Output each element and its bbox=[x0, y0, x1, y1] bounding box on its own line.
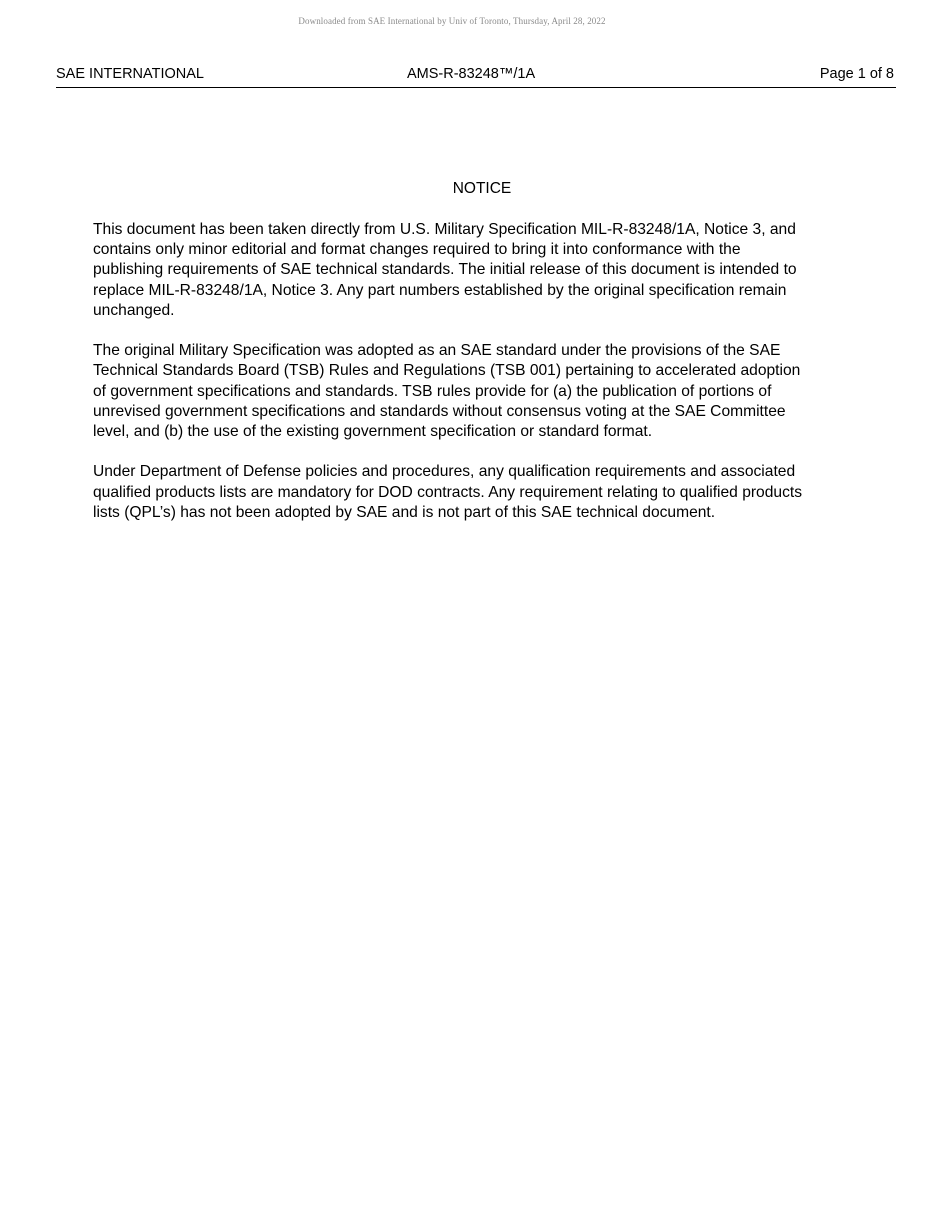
header-page-number: Page 1 of 8 bbox=[819, 66, 894, 82]
notice-paragraph: This document has been taken directly from U.S. Military Specification MIL-R-83248/1A, Notice 3, and contains only minor editorial and format changes required to bring it into conformance with the publishing requirements of SAE technical standards. The initial release of this document is intended to replace MIL-R-83248/1A, Notice 3. Any part numbers established by the original specification remain unchanged. bbox=[93, 221, 797, 319]
notice-body bbox=[93, 220, 893, 543]
header-organization: SAE INTERNATIONAL bbox=[56, 66, 204, 82]
header-document-id: AMS-R-83248™/1A bbox=[407, 66, 536, 82]
notice-title: NOTICE bbox=[452, 180, 512, 197]
page-header bbox=[56, 66, 896, 88]
notice-paragraph: Under Department of Defense policies and procedures, any qualification requirements and associated qualified products lists are mandatory for DOD contracts. Any requirement relating to qualified products lists (QPL’s) has not been adopted by SAE and is not part of this SAE technical document. bbox=[93, 463, 802, 521]
download-watermark: Downloaded from SAE International by Univ of Toronto, Thursday, April 28, 2022 bbox=[298, 16, 606, 26]
notice-paragraph: The original Military Specification was adopted as an SAE standard under the provisions of the SAE Technical Standards Board (TSB) Rules and Regulations (TSB 001) pertaining to accelerated adoption of government specifications and standards. TSB rules provide for (a) the publication of portions of unrevised government specifications and standards without consensus voting at the SAE Committee level, and (b) the use of the existing government specification or standard format. bbox=[93, 342, 801, 441]
